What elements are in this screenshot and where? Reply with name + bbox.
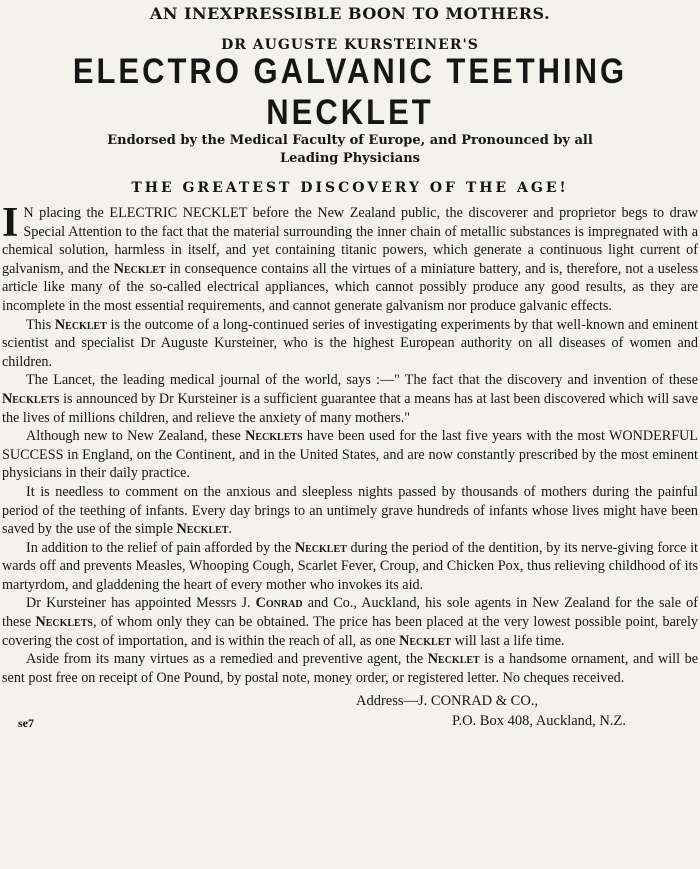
text: The Lancet, the leading medical journal of the world, says :—" The fact that the discovery and invention of these [26, 372, 698, 389]
text: It is needless to comment on the anxious and sleepless nights passed by thousands of mothers during the painful period of the teething of infants. Every day brings to an untimely grave hundreds of infants whose lives might have been saved by the use of the simple [2, 483, 698, 538]
address-line-2: P.O. Box 408, Auckland, N.Z. [452, 713, 626, 730]
ad-code: se7 [18, 716, 34, 731]
paragraph-ornament [2, 650, 698, 687]
text: during the period of the dentition, by its nerve-giving force it wards off and prevents Measles, Whooping Cough, Scarlet Fever, Croup, and Chicken Pox, thus relieving childhood of its martyrdom, and gladdening the heart of every mother who invokes its aid. [2, 539, 699, 593]
endorsement-line-2: Leading Physicians [279, 151, 421, 166]
product-ref: Necklets [35, 614, 93, 631]
headline: AN INEXPRESSIBLE BOON TO MOTHERS. [149, 4, 551, 23]
paragraph-intro [2, 200, 698, 316]
paragraph-success [2, 427, 698, 483]
product-ref: Necklets [2, 390, 60, 407]
text: Aside from its many virtues as a remedied and preventive agent, the [26, 651, 428, 668]
text: N placing the ELECTRIC NECKLET before the New Zealand public, the discoverer and proprietor begs to draw Special Attention to the fact that the material surrounding the inner chain of metallic substances is impregnated with a chemical solution, harmless in itself, and yet containing titanic powers, which generate a continuous light current of galvanism, and the [2, 205, 698, 277]
text: . [228, 521, 233, 538]
paragraph-relief [2, 539, 698, 595]
product-ref: Necklet [294, 539, 347, 556]
paragraph-outcome [2, 316, 698, 372]
text: and Co., Auckland, his sole agents in New Zealand for the sale of these [2, 595, 698, 631]
endorsement-line-1: Endorsed by the Medical Faculty of Europe, and Pronounced by all [107, 133, 593, 148]
product-ref: Necklet [399, 632, 452, 649]
text: have been used for the last five years with the most WONDERFUL SUCCESS in England, on the Continent, and in the United States, and are now constantly prescribed by the most eminent physicians in their daily practice. [2, 428, 698, 482]
maker-name: DR AUGUSTE KURSTEINER'S [221, 37, 479, 53]
product-ref: Necklets [245, 428, 303, 445]
endorsement [2, 132, 698, 168]
text: Dr Kursteiner has appointed Messrs J. [26, 595, 256, 612]
drop-cap: I [2, 200, 19, 246]
paragraph-agents [2, 594, 698, 650]
address-line-1: Address—J. CONRAD & CO., [356, 693, 539, 710]
text: is announced by Dr Kursteiner is a sufficient guarantee that a means has at last been discovered which will save the lives of millions children, and relieve the anxiety of many mothers." [2, 390, 698, 426]
text: , of whom only they can be obtained. The price has been placed at the very lowest possible point, barely covering the cost of importation, and is within the reach of all, as one [2, 614, 698, 649]
text: is the outcome of a long-continued series of investigating experiments by that well-known and eminent scientist and specialist Dr Auguste Kursteiner, who is the highest European authority on all diseases of women and children. [2, 316, 698, 370]
address-block [2, 691, 698, 735]
text: in consequence contains all the virtues of a miniature battery, and is, therefore, not a useless article like many of the so-called electrical appliances, which cannot possibly produce any good results, as they are incomplete in the most essential requirements, and cannot generate galvanism nor produce galvanic effects. [2, 260, 698, 314]
ad-body [2, 200, 699, 687]
text: Although new to New Zealand, these [26, 428, 246, 445]
paragraph-mothers [2, 483, 698, 539]
paragraph-lancet [2, 371, 698, 427]
product-ref: Necklet [113, 260, 166, 277]
text: In addition to the relief of pain afforded by the [26, 539, 295, 556]
text: is a handsome ornament, and will be sent post free on receipt of One Pound, by postal note, money order, or registered letter. No cheques received. [2, 651, 699, 686]
product-ref: Necklet [176, 521, 229, 538]
product-ref: Necklet [427, 651, 480, 668]
tagline: THE GREATEST DISCOVERY OF THE AGE! [131, 180, 569, 196]
text: This [26, 316, 55, 333]
product-title: ELECTRO GALVANIC TEETHING NECKLET [72, 50, 628, 133]
product-ref: Necklet [54, 316, 107, 333]
agent-name: Conrad [255, 595, 303, 612]
text: will last a life time. [451, 632, 565, 649]
